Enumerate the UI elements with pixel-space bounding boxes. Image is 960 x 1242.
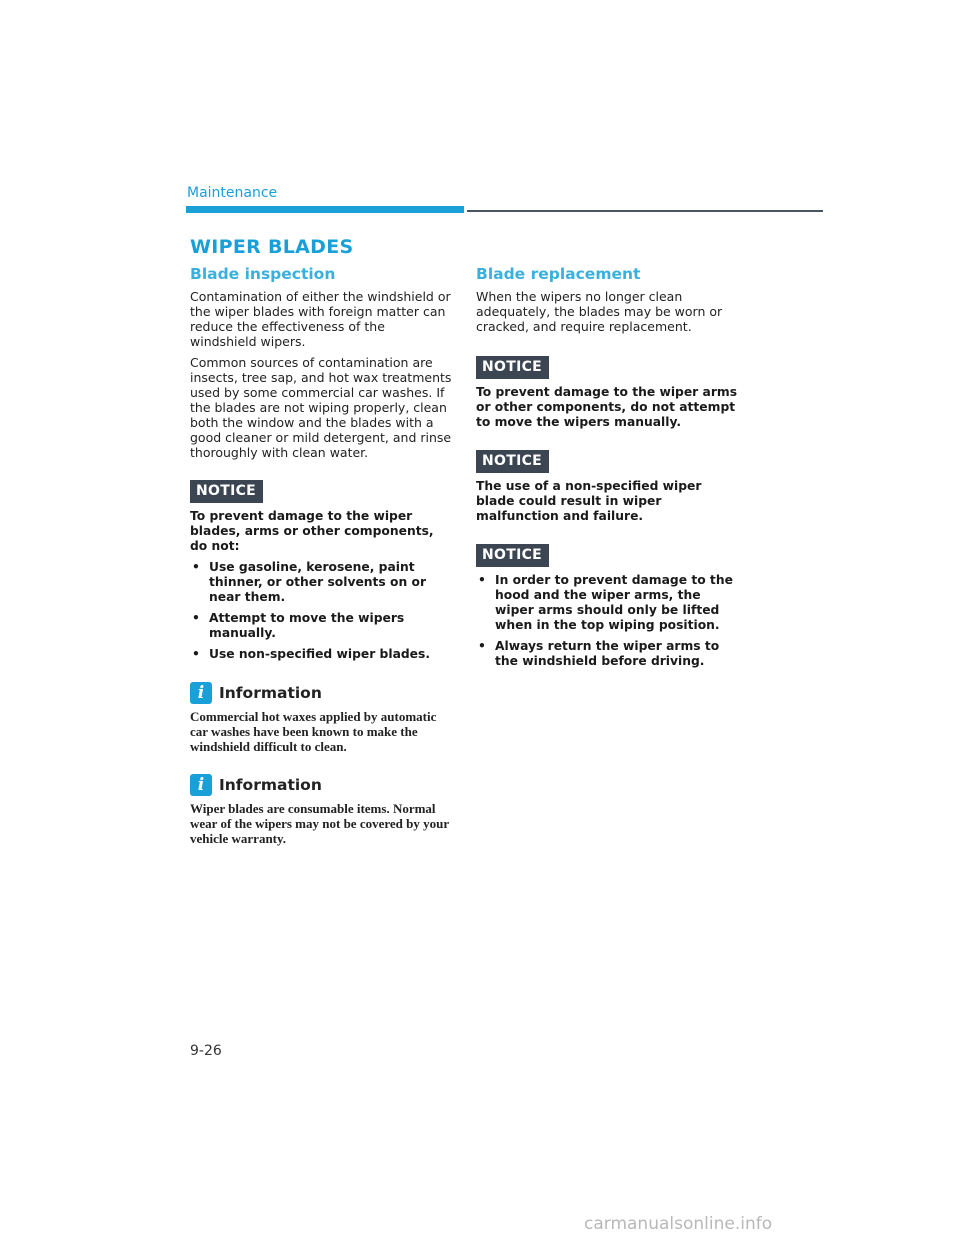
notice-badge: NOTICE [476,544,549,567]
notice-text-1: To prevent damage to the wiper arms or other components, do not attempt to move the wipers manually. [476,385,738,429]
blade-inspection-paragraph-2: Common sources of contamination are insects, tree sap, and hot wax treatments used by some commercial car washes. If the blades are not wiping properly, clean both the window and the blades with a good cleaner or mild detergent, and rinse thoroughly with clean water. [190,355,452,460]
list-item-text: Use gasoline, kerosene, paint thinner, or other solvents on or near them. [209,560,427,604]
bullet-icon: • [478,573,486,587]
list-item [476,573,738,633]
list-item-text: Use non-specified wiper blades. [209,647,431,661]
page-number: 9-26 [190,1043,222,1059]
bullet-icon: • [192,647,200,661]
header-rule-accent [186,206,464,213]
section-label: Maintenance [187,185,278,201]
blade-inspection-paragraph-1: Contamination of either the windshield or the wiper blades with foreign matter can reduce the effectiveness of the windshield wipers. [190,289,451,349]
bullet-icon: • [192,560,200,574]
left-column [190,264,452,846]
watermark: carmanualsonline.info [584,1214,773,1234]
notice-intro: To prevent damage to the wiper blades, arms or other components, do not: [190,509,434,553]
notice-list [190,560,452,662]
notice-badge: NOTICE [476,450,549,473]
page-title: WIPER BLADES [190,236,354,258]
list-item-text: In order to prevent damage to the hood and the wiper arms, the wiper arms should only be lifted when in the top wiping position. [495,573,733,632]
info-icon: i [190,774,212,796]
notice-text-2: The use of a non-specified wiper blade could result in wiper malfunction and failure. [476,479,702,523]
notice-badge: NOTICE [476,356,549,379]
list-item [190,560,452,605]
info-icon: i [190,682,212,704]
notice-badge: NOTICE [190,480,263,503]
right-column [476,264,738,675]
blade-replacement-heading: Blade replacement [476,265,641,283]
bullet-icon: • [192,611,200,625]
information-label: Information [219,776,322,794]
information-heading-2 [190,774,452,796]
blade-replacement-paragraph: When the wipers no longer clean adequately, the blades may be worn or cracked, and require replacement. [476,289,723,334]
notice-list [476,573,738,669]
information-text-2: Wiper blades are consumable items. Normal wear of the wipers may not be covered by your vehicle warranty. [190,801,449,846]
header-rule-thin [467,210,823,212]
bullet-icon: • [478,639,486,653]
information-label: Information [219,684,322,702]
list-item [476,639,738,669]
blade-inspection-heading: Blade inspection [190,265,336,283]
list-item-text: Attempt to move the wipers manually. [209,611,405,640]
information-text-1: Commercial hot waxes applied by automatic car washes have been known to make the windshield difficult to clean. [190,709,437,754]
list-item [190,647,452,662]
list-item [190,611,452,641]
information-heading-1 [190,682,452,704]
list-item-text: Always return the wiper arms to the windshield before driving. [495,639,720,668]
